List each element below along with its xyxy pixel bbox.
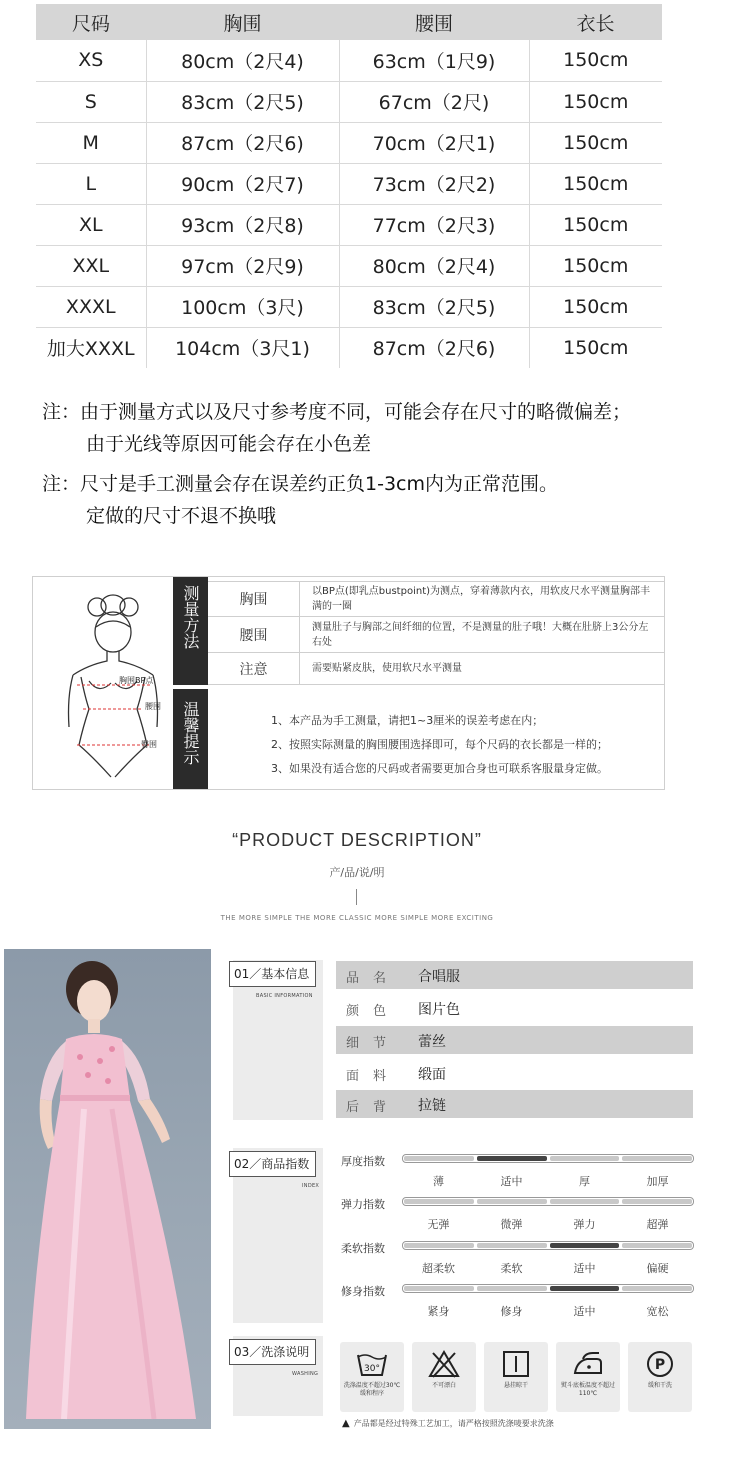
tip-item: 2、按照实际测量的胸围腰围选择即可，每个尺码的衣长都是一样的；	[271, 738, 608, 751]
index-option: 加厚	[646, 1175, 669, 1188]
index-option: 超弹	[646, 1218, 669, 1231]
warning-icon: ▲	[342, 1418, 350, 1429]
table-cell: 73cm（2尺2)	[339, 163, 529, 204]
divider	[356, 889, 357, 905]
index-segment-selected	[550, 1286, 620, 1291]
wash-item	[628, 1342, 692, 1412]
wash-item	[556, 1342, 620, 1412]
index-scale	[402, 1197, 694, 1206]
note-measurement	[42, 396, 631, 460]
table-cell: 150cm	[529, 245, 662, 286]
method-text: 需要贴紧皮肤，使用软尺水平测量	[312, 663, 462, 674]
product-photo	[4, 949, 211, 1429]
index-option: 偏硬	[646, 1262, 669, 1275]
table-cell: 150cm	[529, 286, 662, 327]
wash-item	[340, 1342, 404, 1412]
hip-label: 臀围	[141, 740, 157, 749]
table-row	[36, 40, 662, 81]
table-row	[36, 122, 662, 163]
size-table-header	[36, 4, 662, 40]
product-description-subtitle: 产/品/说/明	[329, 866, 385, 879]
index-options	[402, 1303, 694, 1319]
tips-title-bar	[173, 689, 208, 789]
table-cell: XXXL	[36, 286, 146, 327]
note-line: 定做的尺寸不退不换哦	[86, 505, 277, 527]
table-cell: 93cm（2尺8)	[146, 204, 339, 245]
product-description-title: “PRODUCT DESCRIPTION”	[232, 830, 482, 850]
note-tolerance	[42, 468, 558, 532]
method-text: 测量肚子与胸部之间纤细的位置，不是测量的肚子哦！大概在肚脐上3公分左右处	[312, 621, 649, 648]
info-key: 面料	[346, 1069, 401, 1084]
info-key: 品名	[346, 971, 401, 986]
index-option: 柔软	[500, 1262, 523, 1275]
index-option: 适中	[573, 1305, 596, 1318]
index-segment	[404, 1243, 474, 1248]
index-options	[402, 1173, 694, 1189]
index-name: 厚度指数	[341, 1155, 385, 1168]
table-cell: 63cm（1尺9)	[339, 40, 529, 81]
tip-item: 1、本产品为手工测量，请把1~3厘米的误差考虑在内；	[271, 714, 544, 727]
table-row	[36, 286, 662, 327]
washing-heading: 03／洗涤说明	[229, 1339, 316, 1365]
table-row	[36, 245, 662, 286]
table-cell: 70cm（2尺1)	[339, 122, 529, 163]
note-line: 注：由于测量方式以及尺寸参考度不同，可能会存在尺寸的略微偏差；	[42, 401, 632, 423]
index-scale	[402, 1154, 694, 1163]
wash-label: 熨斗底板温度不超过110℃	[560, 1382, 615, 1397]
info-key: 细节	[346, 1036, 401, 1051]
index-options	[402, 1260, 694, 1276]
index-options	[402, 1216, 694, 1232]
dress-model-image	[4, 949, 211, 1429]
index-segment	[404, 1156, 474, 1161]
index-option: 厚	[579, 1175, 590, 1188]
index-segment	[550, 1156, 620, 1161]
index-segment	[404, 1199, 474, 1204]
info-key: 颜色	[346, 1004, 401, 1019]
info-row-back	[336, 1090, 693, 1118]
info-row-detail	[336, 1026, 693, 1054]
wash-label: 缓和干洗	[647, 1382, 672, 1389]
table-cell: XS	[36, 40, 146, 81]
table-cell: 150cm	[529, 40, 662, 81]
waist-label: 腰围	[145, 702, 161, 711]
index-scale	[402, 1284, 694, 1293]
table-cell: 83cm（2尺5)	[339, 286, 529, 327]
index-segment	[477, 1286, 547, 1291]
table-cell: 100cm（3尺)	[146, 286, 339, 327]
info-value: 蕾丝	[418, 1034, 446, 1050]
index-row-softness	[336, 1239, 696, 1279]
info-value: 图片色	[418, 1002, 460, 1018]
index-name: 弹力指数	[341, 1198, 385, 1211]
table-cell: 150cm	[529, 204, 662, 245]
table-cell: 87cm（2尺6)	[146, 122, 339, 163]
index-option: 修身	[500, 1305, 523, 1318]
method-label: 腰围	[208, 617, 300, 652]
method-title: 测量方法	[181, 585, 200, 649]
index-segment	[477, 1199, 547, 1204]
bp-point-label: 胸围BP点	[119, 676, 154, 685]
svg-text:P: P	[654, 1357, 666, 1373]
table-cell: 150cm	[529, 163, 662, 204]
index-name: 柔软指数	[341, 1242, 385, 1255]
method-label: 注意	[208, 653, 300, 684]
wash-label: 洗涤温度不超过30℃缓和程序	[343, 1382, 401, 1397]
table-cell: S	[36, 81, 146, 122]
column-header: 尺码	[36, 4, 146, 40]
table-row	[36, 204, 662, 245]
table-row	[36, 81, 662, 122]
info-value: 拉链	[418, 1098, 446, 1114]
warning-text: 产品都是经过特殊工艺加工，请严格按照洗涤唛要求洗涤	[353, 1419, 554, 1428]
table-cell: M	[36, 122, 146, 163]
column-header: 胸围	[146, 4, 339, 40]
index-segment-selected	[550, 1243, 620, 1248]
table-cell: XXL	[36, 245, 146, 286]
index-row-thickness	[336, 1152, 696, 1192]
basic-info-heading: 01／基本信息	[229, 961, 316, 987]
table-cell: 150cm	[529, 81, 662, 122]
info-key: 后背	[346, 1100, 401, 1115]
table-cell: 加大XXXL	[36, 327, 146, 368]
measuring-guide	[32, 576, 665, 790]
basic-info-heading-en: BASIC INFORMATION	[256, 993, 313, 999]
wash-30-icon	[355, 1349, 389, 1379]
table-cell: L	[36, 163, 146, 204]
wash-label: 不可漂白	[431, 1382, 456, 1389]
info-row-color	[336, 994, 693, 1022]
info-value: 合唱服	[418, 969, 460, 985]
table-cell: 150cm	[529, 122, 662, 163]
index-segment	[622, 1243, 692, 1248]
index-row-fit	[336, 1282, 696, 1322]
washing-warning	[342, 1418, 554, 1429]
dry-clean-p-icon	[643, 1349, 677, 1379]
index-segment	[622, 1286, 692, 1291]
method-row-bust	[208, 581, 664, 617]
column-header: 腰围	[339, 4, 529, 40]
iron-icon	[571, 1349, 605, 1379]
wash-label: 悬挂晾干	[503, 1382, 528, 1389]
table-cell: 80cm（2尺4)	[146, 40, 339, 81]
note-line: 注：尺寸是手工测量会存在误差约正负1-3cm内为正常范围。	[42, 473, 558, 495]
index-option: 紧身	[427, 1305, 450, 1318]
index-option: 弹力	[573, 1218, 596, 1231]
index-option: 宽松	[646, 1305, 669, 1318]
size-table	[36, 4, 662, 368]
table-cell: 83cm（2尺5)	[146, 81, 339, 122]
method-title-bar	[173, 577, 208, 685]
table-row	[36, 163, 662, 204]
index-segment-selected	[477, 1156, 547, 1161]
wash-item	[412, 1342, 476, 1412]
index-scale	[402, 1241, 694, 1250]
table-cell: 87cm（2尺6)	[339, 327, 529, 368]
index-segment	[404, 1286, 474, 1291]
index-segment	[550, 1199, 620, 1204]
info-value: 缎面	[418, 1067, 446, 1083]
table-cell: 67cm（2尺)	[339, 81, 529, 122]
table-cell: 97cm（2尺9)	[146, 245, 339, 286]
index-row-elasticity	[336, 1195, 696, 1235]
method-row-note	[208, 653, 664, 685]
product-index-heading-en: INDEX	[302, 1183, 320, 1189]
table-cell: 77cm（2尺3)	[339, 204, 529, 245]
svg-text:30°: 30°	[364, 1364, 380, 1374]
index-option: 无弹	[427, 1218, 450, 1231]
column-header: 衣长	[529, 4, 662, 40]
index-option: 适中	[573, 1262, 596, 1275]
index-segment	[622, 1199, 692, 1204]
table-row	[36, 327, 662, 368]
index-name: 修身指数	[341, 1285, 385, 1298]
index-segment	[622, 1156, 692, 1161]
note-line: 由于光线等原因可能会存在小色差	[86, 433, 372, 455]
tip-item: 3、如果没有适合您的尺码或者需要更加合身也可联系客服量身定做。	[271, 762, 608, 775]
product-description-tagline: THE MORE SIMPLE THE MORE CLASSIC MORE SIMPLE MORE EXCITING	[220, 914, 494, 922]
method-label: 胸围	[208, 582, 300, 616]
method-row-waist	[208, 617, 664, 653]
info-row-fabric	[336, 1059, 693, 1087]
hang-dry-icon	[499, 1349, 533, 1379]
tips-title: 温馨提示	[181, 701, 200, 765]
index-option: 微弹	[500, 1218, 523, 1231]
index-segment	[477, 1243, 547, 1248]
table-cell: 104cm（3尺1)	[146, 327, 339, 368]
index-option: 薄	[433, 1175, 444, 1188]
table-cell: 90cm（2尺7)	[146, 163, 339, 204]
no-bleach-icon	[427, 1349, 461, 1379]
product-index-heading: 02／商品指数	[229, 1151, 316, 1177]
method-text: 以BP点(即乳点bustpoint)为测点，穿着薄款内衣，用软皮尺水平测量胸部丰满的一圈	[312, 586, 651, 612]
wash-item	[484, 1342, 548, 1412]
table-cell: 150cm	[563, 336, 629, 359]
table-cell: XL	[36, 204, 146, 245]
table-cell: 80cm（2尺4)	[339, 245, 529, 286]
index-option: 适中	[500, 1175, 523, 1188]
washing-heading-en: WASHING	[292, 1371, 319, 1377]
index-option: 超柔软	[422, 1262, 455, 1275]
info-row-name	[336, 961, 693, 989]
